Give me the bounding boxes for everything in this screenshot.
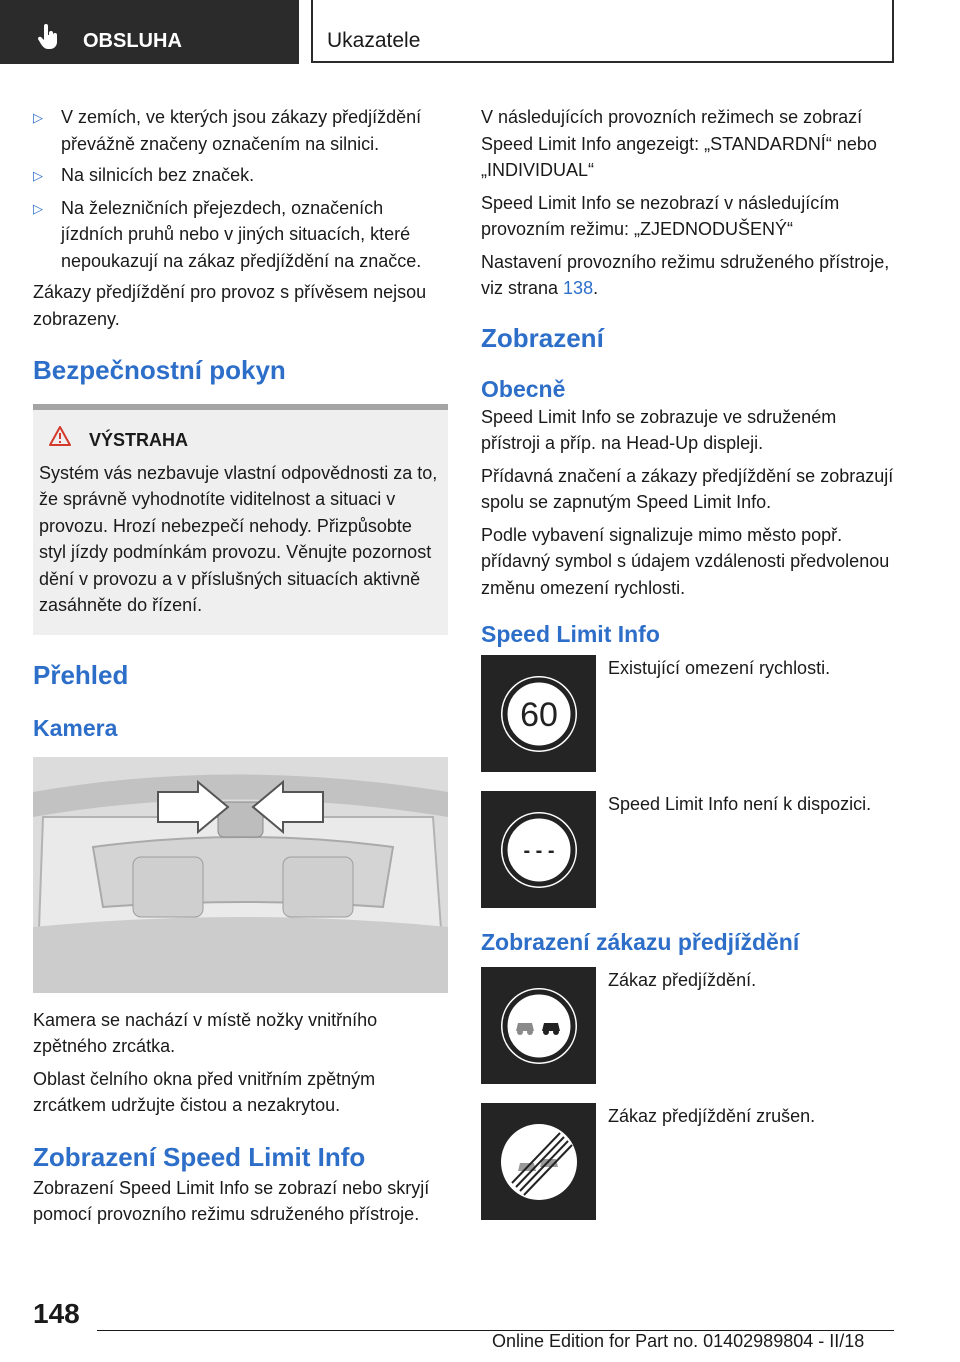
- camera-text-1: Kamera se nachází v místě nožky vnitřního zpětného zrcátka.: [33, 1009, 378, 1056]
- general-heading: Obecně: [481, 375, 566, 402]
- page-number: 148: [33, 1298, 80, 1329]
- warning-title: VÝSTRAHA: [89, 429, 189, 450]
- camera-location-image: [33, 757, 448, 993]
- sign-row: [481, 791, 896, 908]
- edition-footer: Online Edition for Part no. 01402989804 - II/18: [492, 1331, 865, 1351]
- general-text-3: Podle vybavení signalizuje mimo město popř. přídavný symbol s údajem vzdálenosti předvolenou změnu omezení rychlosti.: [481, 524, 890, 598]
- sign-row: [481, 967, 896, 1084]
- sign-row: [481, 1103, 896, 1220]
- zobrazeni-heading: Zobrazení: [481, 322, 604, 353]
- right-column: [481, 104, 896, 1239]
- warning-text: Systém vás nezbavuje vlastní odpovědnosti za to, že správně vyhodnotíte viditelnost a situaci v provozu. Hrozí nebezpečí nehody. Přizpůsobte styl jízdy podmínkám provozu. Věnujte pozornost dění v provozu a v příslušných situacích aktivně zasáhněte do řízení.: [39, 462, 438, 615]
- section-tab: [0, 0, 299, 64]
- no-overtaking-caption: Zákaz předjíždění.: [608, 970, 757, 990]
- no-info-sign: [481, 791, 596, 908]
- general-text-2: Přídavná značení a zákazy předjíždění se zobrazují spolu se zapnutým Speed Limit Info.: [481, 465, 894, 512]
- no-info-value: - - -: [522, 839, 555, 862]
- general-text-1: Speed Limit Info se zobrazuje ve sdruženém přístroji a příp. na Head-Up displeji.: [481, 406, 837, 453]
- camera-heading: Kamera: [33, 714, 118, 741]
- display-heading: Zobrazení Speed Limit Info: [33, 1141, 366, 1172]
- settings-text: Nastavení provozního režimu sdruženého přístroje, viz strana 138.: [481, 251, 890, 298]
- section-label: OBSLUHA: [83, 30, 182, 52]
- triangle-bullet-icon: ▷: [33, 200, 43, 216]
- list-item: ▷ Na silnicích bez značek.: [33, 162, 448, 190]
- speed-limit-sign: [481, 655, 596, 772]
- sli-heading: Speed Limit Info: [481, 621, 660, 647]
- no-info-caption: Speed Limit Info není k dispozici.: [608, 794, 872, 814]
- end-no-overtaking-sign: [481, 1103, 596, 1220]
- warning-triangle-icon: [49, 426, 71, 454]
- triangle-bullet-icon: ▷: [33, 110, 43, 125]
- no-overtaking-sign: [481, 967, 596, 1084]
- warning-box: [33, 404, 448, 635]
- modes-text: V následujících provozních režimech se zobrazí Speed Limit Info angezeigt: „STANDARDNÍ“ nebo „INDIVIDUAL“: [481, 107, 877, 180]
- list-item: ▷ V zemích, ve kterých jsou zákazy předjíždění převážně značeny označením na silnici.: [33, 104, 448, 157]
- end-no-overtaking-caption: Zákaz předjíždění zrušen.: [608, 1106, 816, 1126]
- display-text: Zobrazení Speed Limit Info se zobrazí nebo skryjí pomocí provozního režimu sdruženého přístroje.: [33, 1177, 430, 1224]
- overview-heading: Přehled: [33, 659, 129, 690]
- chapter-header: [311, 0, 894, 63]
- safety-heading: Bezpečnostní pokyn: [33, 355, 286, 385]
- page-link[interactable]: 138: [563, 278, 594, 298]
- left-column: [33, 104, 448, 1234]
- overtake-heading: Zobrazení zákazu předjíždění: [481, 929, 800, 955]
- hand-pointer-icon: [38, 24, 60, 55]
- speed-limit-caption: Existující omezení rychlosti.: [608, 658, 831, 678]
- chapter-title: Ukazatele: [327, 29, 421, 52]
- sign-row: [481, 655, 896, 772]
- camera-text-2: Oblast čelního okna před vnitřním zpětným zrcátkem udržujte čistou a nezakrytou.: [33, 1068, 376, 1115]
- list-item: ▷ Na železničních přejezdech, označeních jízdních pruhů nebo v jiných situacích, které nepoukazují na zákaz předjíždění na značce.: [33, 195, 448, 275]
- triangle-bullet-icon: ▷: [33, 168, 43, 183]
- not-shown-text: Speed Limit Info se nezobrazí v následujícím provozním režimu: „ZJEDNODUŠENÝ“: [481, 192, 840, 239]
- speed-limit-value: 60: [519, 695, 558, 734]
- trailer-note: Zákazy předjíždění pro provoz s přívěsem nejsou zobrazeny.: [33, 282, 427, 329]
